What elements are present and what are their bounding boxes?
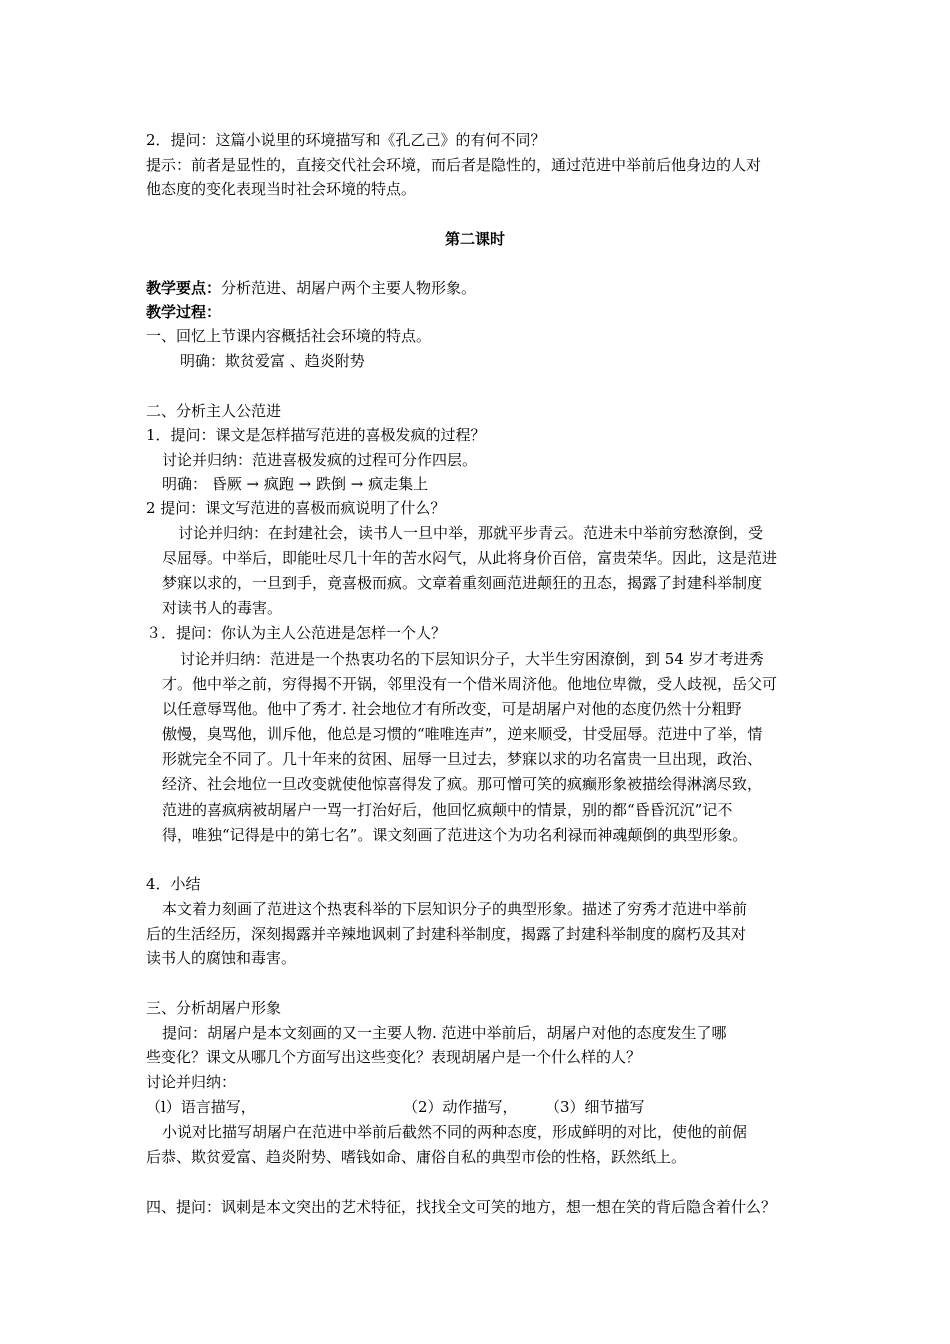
q2-paragraph-line: 尽屈辱。中举后，即能吐尽几十年的苦水闷气，从此将身价百倍，富贵荣华。因此，这是范进 — [162, 549, 778, 567]
hint-line-1: 提示：前者是显性的，直接交代社会环境，而后者是隐性的，通过范进中举前后他身边的人对 — [146, 156, 762, 174]
section-3-answer-line: 后恭、欺贫爱富、趋炎附势、嗜钱如命、庸俗自私的典型市侩的性格，跃然纸上。 — [146, 1148, 687, 1166]
q3-paragraph-line: 傲慢，臭骂他，训斥他，他总是习惯的“唯唯连声”，逆来顺受，甘受屈辱。范进中了举，情 — [162, 725, 763, 743]
q2-paragraph-line: 对读书人的毒害。 — [162, 599, 283, 617]
q3-paragraph-line: 讨论并归纳：范进是一个热衷功名的下层知识分子，大半生穷困潦倒，到 54 岁才考进秀 — [180, 650, 764, 668]
section-2-q1-answer: 明确： 昏厥 → 疯跑 → 跌倒 → 疯走集上 — [162, 475, 429, 493]
section-3-discussion: 讨论并归纳： — [146, 1073, 237, 1091]
q2-paragraph-line: 梦寐以求的，一旦到手，竟喜极而疯。文章着重刻画范进颠狂的丑态，揭露了封建科举制度 — [162, 574, 763, 592]
section-3-item: （2）动作描写， — [403, 1098, 518, 1116]
q3-paragraph-line: 范进的喜疯病被胡屠户一骂一打治好后，他回忆疯颠中的情景，别的都“昏昏沉沉”记不 — [162, 801, 733, 819]
section-2-q1: 1．提问：课文是怎样描写范进的喜极发疯的过程？ — [146, 426, 486, 444]
q3-paragraph-line: 形就完全不同了。几十年来的贫困、屈辱一旦过去，梦寐以求的功名富贵一旦出现，政治、 — [162, 750, 763, 768]
section-1-title: 一、回忆上节课内容概括社会环境的特点。 — [146, 327, 432, 345]
section-1-answer: 明确：欺贫爱富 、趋炎附势 — [180, 352, 365, 370]
section-2-q2: 2 提问：课文写范进的喜极而疯说明了什么？ — [146, 499, 446, 517]
section-2-q3: ３．提问：你认为主人公范进是怎样一个人？ — [146, 624, 447, 642]
q3-paragraph-line: 经济、社会地位一旦改变就使他惊喜得发了疯。那可憎可笑的疯癫形象被描绘得淋漓尽致， — [162, 775, 763, 793]
summary-line: 读书人的腐蚀和毒害。 — [146, 949, 297, 967]
q3-paragraph-line: 得，唯独“记得是中的第七名”。课文刻画了范进这个为功名利禄而神魂颠倒的典型形象。 — [162, 826, 748, 844]
section-2-title: 二、分析主人公范进 — [146, 402, 282, 420]
summary-line: 本文着力刻画了范进这个热衷科举的下层知识分子的典型形象。描述了穷秀才范进中举前 — [162, 900, 748, 918]
section-3-answer-line: 小说对比描写胡屠户在范进中举前后截然不同的两种态度，形成鲜明的对比，使他的前倨 — [162, 1123, 748, 1141]
section-3-item: （3）细节描写 — [545, 1098, 645, 1116]
q2-paragraph-line: 讨论并归纳：在封建社会，读书人一旦中举，那就平步青云。范进未中举前穷愁潦倒，受 — [178, 524, 764, 542]
section-3-item: （l）语言描写， — [146, 1098, 256, 1116]
section-3-title: 三、分析胡屠户形象 — [146, 999, 282, 1017]
section-3-question-line: 些变化？课文从哪几个方面写出这些变化？表现胡屠户是一个什么样的人？ — [146, 1048, 642, 1066]
section-2-q1-discussion: 讨论并归纳：范进喜极发疯的过程可分作四层。 — [162, 451, 478, 469]
question-2-environment: 2．提问：这篇小说里的环境描写和《孔乙己》的有何不同？ — [146, 131, 546, 149]
section-2-q4-summary-title: 4．小结 — [146, 875, 201, 893]
process-label: 教学过程： — [146, 303, 222, 321]
key-points — [146, 276, 476, 300]
key-points-text: 分析范进、胡屠户两个主要人物形象。 — [221, 279, 477, 297]
section-3-question-line: 提问：胡屠户是本文刻画的又一主要人物. 范进中举前后，胡屠户对他的态度发生了哪 — [162, 1024, 727, 1042]
lesson-title: 第二课时 — [444, 230, 505, 248]
section-4-question: 四、提问：讽刺是本文突出的艺术特征，找找全文可笑的地方，想一想在笑的背后隐含着什么？ — [146, 1198, 777, 1216]
hint-line-2: 他态度的变化表现当时社会环境的特点。 — [146, 180, 417, 198]
key-points-label: 教学要点： — [146, 279, 222, 297]
q3-paragraph-line: 以任意辱骂他。他中了秀才. 社会地位才有所改变，可是胡屠户对他的态度仍然十分粗野 — [162, 700, 742, 718]
q3-paragraph-line: 才。他中举之前，穷得揭不开锅，邻里没有一个借米周济他。他地位卑微，受人歧视，岳父可 — [162, 675, 778, 693]
summary-line: 后的生活经历，深刻揭露并辛辣地讽刺了封建科举制度，揭露了封建科举制度的腐朽及其对 — [146, 925, 747, 943]
